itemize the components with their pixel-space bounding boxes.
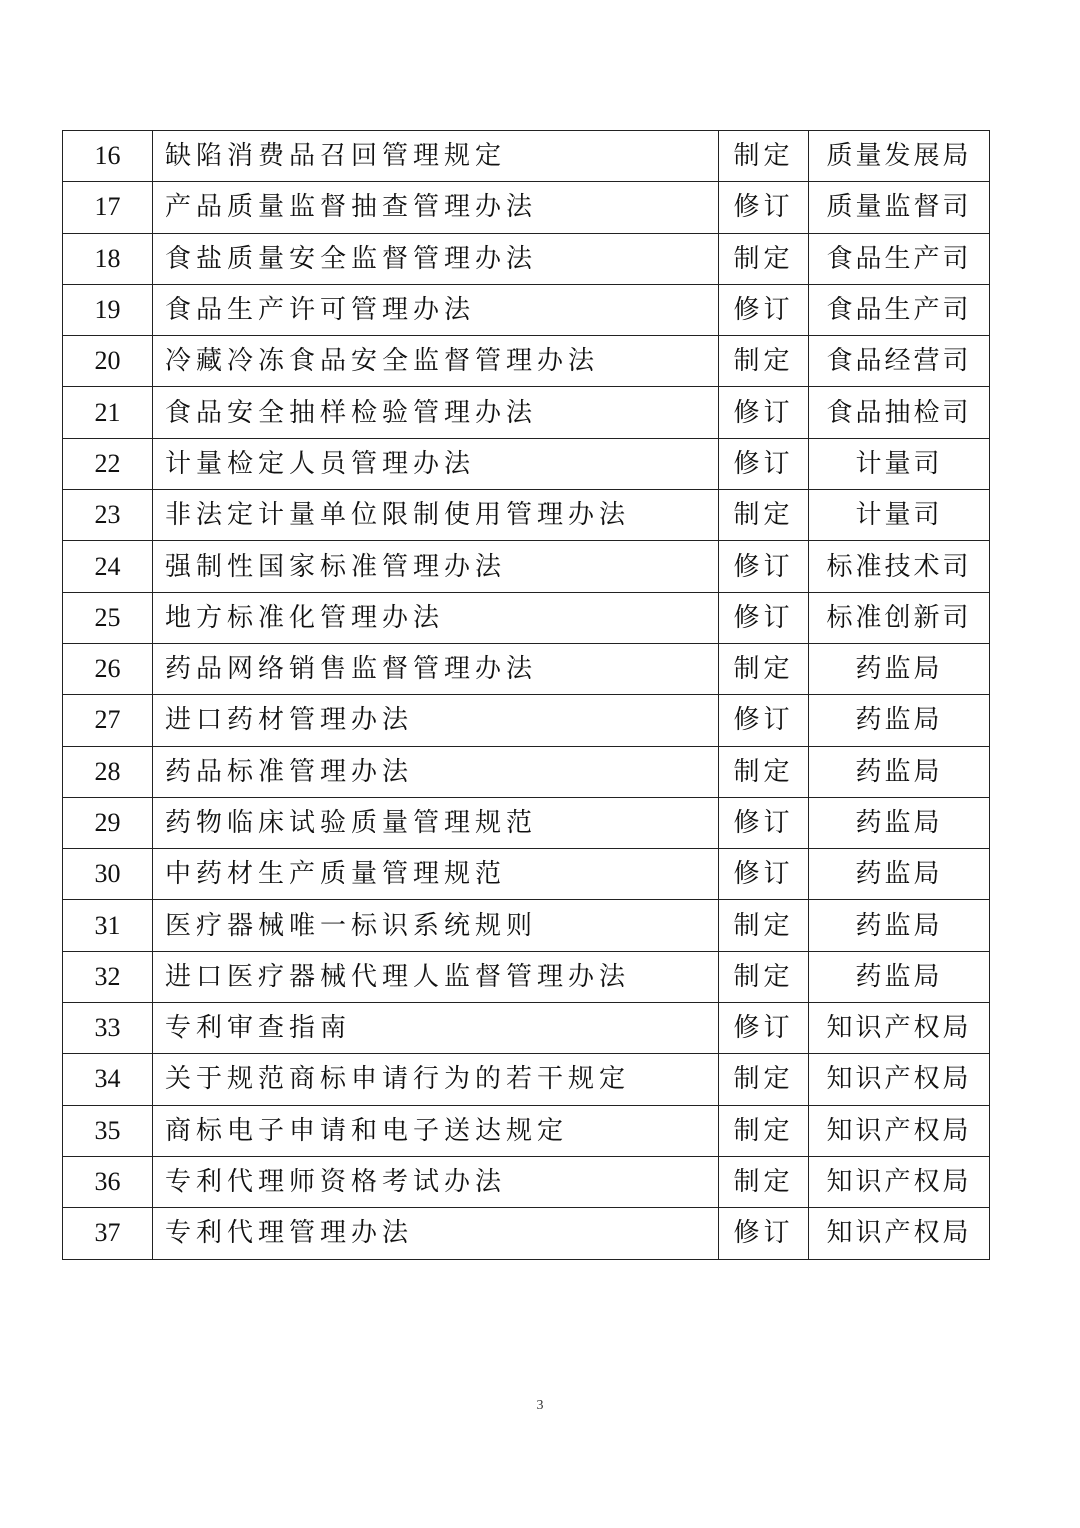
action-type: 制定 xyxy=(719,1105,809,1156)
department: 食品生产司 xyxy=(809,284,990,335)
action-type: 制定 xyxy=(719,490,809,541)
table-row xyxy=(63,849,990,900)
table-row xyxy=(63,438,990,489)
action-type: 制定 xyxy=(719,951,809,1002)
row-number: 17 xyxy=(63,182,153,233)
department: 质量发展局 xyxy=(809,131,990,182)
regulation-name: 药品标准管理办法 xyxy=(153,746,719,797)
row-number: 36 xyxy=(63,1156,153,1207)
table-row xyxy=(63,1003,990,1054)
action-type: 修订 xyxy=(719,592,809,643)
action-type: 制定 xyxy=(719,336,809,387)
row-number: 30 xyxy=(63,849,153,900)
row-number: 35 xyxy=(63,1105,153,1156)
row-number: 21 xyxy=(63,387,153,438)
department: 知识产权局 xyxy=(809,1208,990,1259)
department: 知识产权局 xyxy=(809,1156,990,1207)
table-row xyxy=(63,1054,990,1105)
regulation-name: 冷藏冷冻食品安全监督管理办法 xyxy=(153,336,719,387)
row-number: 16 xyxy=(63,131,153,182)
department: 药监局 xyxy=(809,849,990,900)
table-row xyxy=(63,695,990,746)
regulation-name: 进口药材管理办法 xyxy=(153,695,719,746)
action-type: 修订 xyxy=(719,438,809,489)
department: 药监局 xyxy=(809,746,990,797)
department: 知识产权局 xyxy=(809,1054,990,1105)
row-number: 37 xyxy=(63,1208,153,1259)
table-row xyxy=(63,643,990,694)
table-row xyxy=(63,746,990,797)
department: 知识产权局 xyxy=(809,1003,990,1054)
action-type: 制定 xyxy=(719,1156,809,1207)
action-type: 制定 xyxy=(719,1054,809,1105)
table-row xyxy=(63,1208,990,1259)
row-number: 18 xyxy=(63,233,153,284)
table-row xyxy=(63,490,990,541)
row-number: 32 xyxy=(63,951,153,1002)
table-row xyxy=(63,541,990,592)
table-row xyxy=(63,284,990,335)
table-row xyxy=(63,336,990,387)
page-number: 3 xyxy=(536,1398,544,1413)
action-type: 制定 xyxy=(719,746,809,797)
table-row xyxy=(63,1105,990,1156)
department: 标准创新司 xyxy=(809,592,990,643)
action-type: 修订 xyxy=(719,1208,809,1259)
action-type: 修订 xyxy=(719,284,809,335)
row-number: 27 xyxy=(63,695,153,746)
department: 计量司 xyxy=(809,490,990,541)
action-type: 修订 xyxy=(719,182,809,233)
department: 药监局 xyxy=(809,695,990,746)
department: 计量司 xyxy=(809,438,990,489)
table-row xyxy=(63,387,990,438)
regulation-name: 食盐质量安全监督管理办法 xyxy=(153,233,719,284)
row-number: 34 xyxy=(63,1054,153,1105)
department: 质量监督司 xyxy=(809,182,990,233)
regulation-name: 专利代理师资格考试办法 xyxy=(153,1156,719,1207)
regulation-name: 缺陷消费品召回管理规定 xyxy=(153,131,719,182)
regulation-name: 药品网络销售监督管理办法 xyxy=(153,643,719,694)
regulation-name: 医疗器械唯一标识系统规则 xyxy=(153,900,719,951)
department: 标准技术司 xyxy=(809,541,990,592)
row-number: 29 xyxy=(63,797,153,848)
action-type: 修订 xyxy=(719,387,809,438)
table-row xyxy=(63,900,990,951)
action-type: 修订 xyxy=(719,797,809,848)
regulation-name: 非法定计量单位限制使用管理办法 xyxy=(153,490,719,541)
table-row xyxy=(63,182,990,233)
regulation-name: 食品生产许可管理办法 xyxy=(153,284,719,335)
action-type: 制定 xyxy=(719,131,809,182)
regulation-name: 专利审查指南 xyxy=(153,1003,719,1054)
row-number: 25 xyxy=(63,592,153,643)
regulation-name: 食品安全抽样检验管理办法 xyxy=(153,387,719,438)
action-type: 制定 xyxy=(719,900,809,951)
row-number: 23 xyxy=(63,490,153,541)
department: 药监局 xyxy=(809,643,990,694)
table-row xyxy=(63,1156,990,1207)
regulation-name: 产品质量监督抽查管理办法 xyxy=(153,182,719,233)
row-number: 28 xyxy=(63,746,153,797)
action-type: 制定 xyxy=(719,233,809,284)
row-number: 26 xyxy=(63,643,153,694)
row-number: 31 xyxy=(63,900,153,951)
regulation-name: 中药材生产质量管理规范 xyxy=(153,849,719,900)
regulation-name: 进口医疗器械代理人监督管理办法 xyxy=(153,951,719,1002)
department: 知识产权局 xyxy=(809,1105,990,1156)
table-row xyxy=(63,131,990,182)
row-number: 22 xyxy=(63,438,153,489)
table-body xyxy=(63,131,990,1260)
department: 食品抽检司 xyxy=(809,387,990,438)
action-type: 制定 xyxy=(719,643,809,694)
regulation-name: 关于规范商标申请行为的若干规定 xyxy=(153,1054,719,1105)
table-row xyxy=(63,797,990,848)
table-row xyxy=(63,592,990,643)
department: 药监局 xyxy=(809,951,990,1002)
action-type: 修订 xyxy=(719,1003,809,1054)
action-type: 修订 xyxy=(719,849,809,900)
action-type: 修订 xyxy=(719,695,809,746)
row-number: 20 xyxy=(63,336,153,387)
regulation-table xyxy=(62,130,990,1260)
department: 药监局 xyxy=(809,900,990,951)
department: 食品生产司 xyxy=(809,233,990,284)
department: 药监局 xyxy=(809,797,990,848)
regulation-name: 药物临床试验质量管理规范 xyxy=(153,797,719,848)
row-number: 19 xyxy=(63,284,153,335)
row-number: 33 xyxy=(63,1003,153,1054)
department: 食品经营司 xyxy=(809,336,990,387)
regulation-name: 计量检定人员管理办法 xyxy=(153,438,719,489)
table-row xyxy=(63,951,990,1002)
regulation-name: 商标电子申请和电子送达规定 xyxy=(153,1105,719,1156)
regulation-name: 强制性国家标准管理办法 xyxy=(153,541,719,592)
regulation-name: 地方标准化管理办法 xyxy=(153,592,719,643)
row-number: 24 xyxy=(63,541,153,592)
regulation-name: 专利代理管理办法 xyxy=(153,1208,719,1259)
table-row xyxy=(63,233,990,284)
action-type: 修订 xyxy=(719,541,809,592)
